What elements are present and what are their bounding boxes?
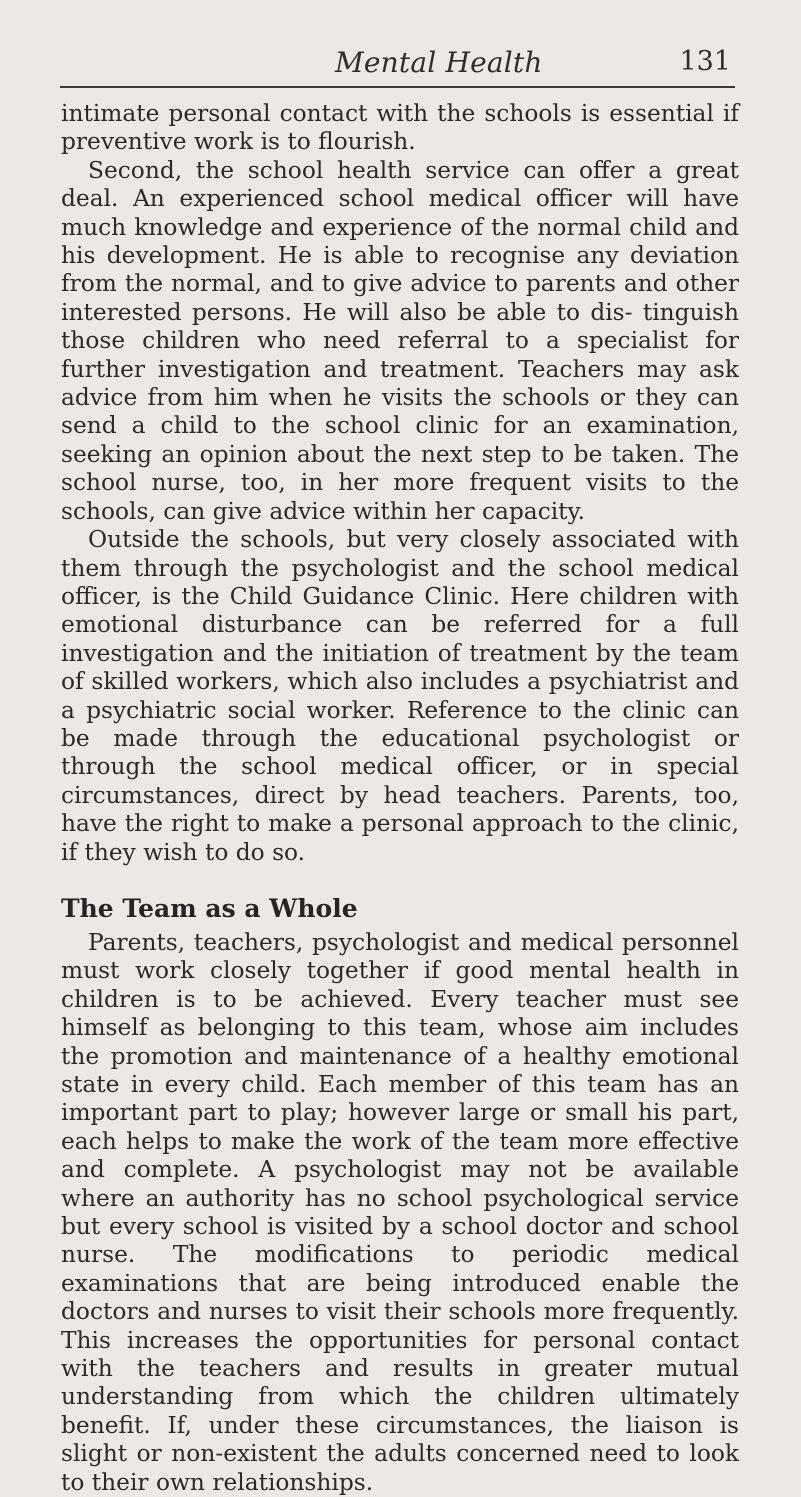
running-header xyxy=(60,46,735,88)
section-heading: The Team as a Whole xyxy=(61,893,358,923)
running-title: Mental Health xyxy=(335,46,543,79)
body-text xyxy=(61,100,739,1497)
paragraph: intimate personal contact with the schools is essential if preventive work is to flourish. xyxy=(61,100,739,156)
paragraph: Parents, teachers, psychologist and medical personnel must work closely together if good mental health in children is to be achieved. Every teacher must see himself as belonging to this team, whose aim includes the promotion and maintenance of a healthy emotional state in every child. Each member of this team has an important part to play; however large or small his part, each helps to make the work of the team more effective and complete. A psychologist may not be available where an authority has no school psychological service but every school is visited by a school doctor and school nurse. The modifications to periodic medical examinations that are being introduced enable the doctors and nurses to visit their schools more frequently. This increases the opportunities for personal contact with the teachers and results in greater mutual understanding from which the children ultimately benefit. If, under these circumstances, the liaison is slight or non-existent the adults concerned need to look to their own relationships. xyxy=(61,928,739,1496)
paragraph: Second, the school health service can offer a great deal. An experienced school medical officer will have much knowledge and experience of the normal child and his development. He is able to recognise any deviation from the normal, and to give advice to parents and other interested persons. He will also be able to dis- tinguish those children who need referral to a specialist for further investigation and treatment. Teachers may ask advice from him when he visits the schools or they can send a child to the school clinic for an examination, seeking an opinion about the next step to be taken. The school nurse, too, in her more frequent visits to the schools, can give advice within her capacity. xyxy=(61,156,739,525)
paragraph: Outside the schools, but very closely associated with them through the psychologist and the school medical officer, is the Child Guidance Clinic. Here children with emotional disturbance can be referred for a full investigation and the initiation of treatment by the team of skilled workers, which also includes a psychiatrist and a psychiatric social worker. Reference to the clinic can be made through the educational psychologist or through the school medical officer, or in special circumstances, direct by head teachers. Parents, too, have the right to make a personal approach to the clinic, if they wish to do so. xyxy=(61,526,739,866)
page-number: 131 xyxy=(679,46,731,77)
